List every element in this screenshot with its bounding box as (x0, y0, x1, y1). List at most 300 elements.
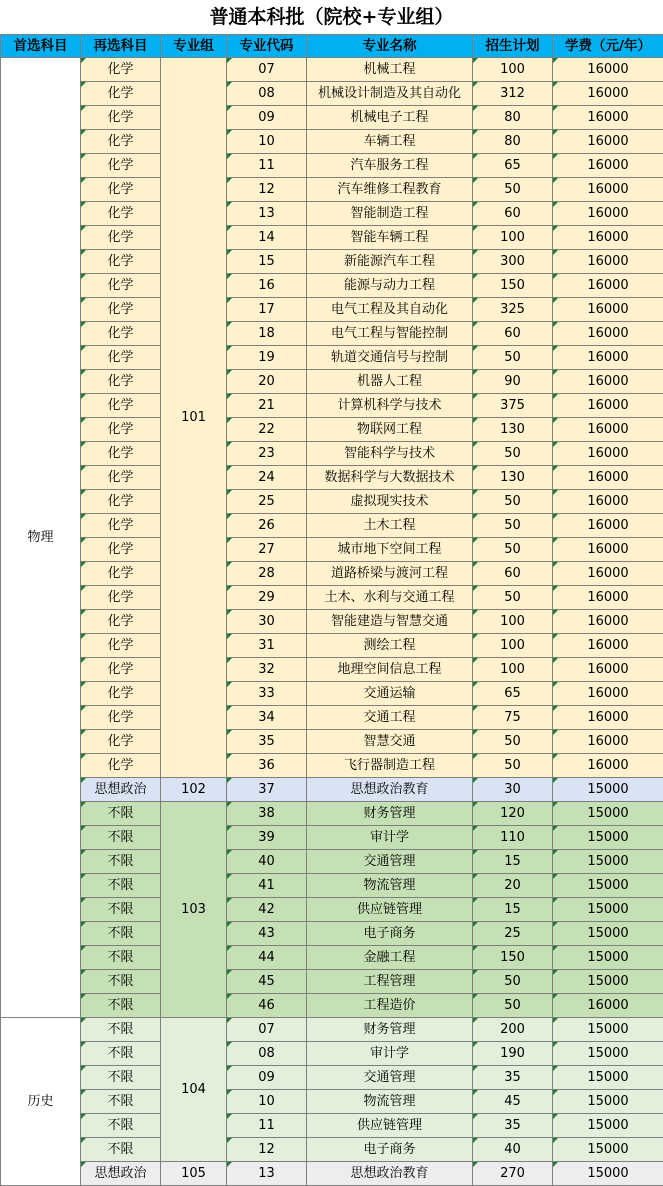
enrollment-plan-cell: 50 (473, 586, 553, 610)
second-subject-cell: 不限 (81, 898, 161, 922)
major-name-cell: 智能建造与智慧交通 (307, 610, 473, 634)
table-row (1, 370, 663, 394)
header-major-group: 专业组 (161, 35, 227, 58)
table-row (1, 1042, 663, 1066)
major-code-cell: 33 (227, 682, 307, 706)
second-subject-cell: 化学 (81, 418, 161, 442)
table-row (1, 1090, 663, 1114)
major-code-cell: 19 (227, 346, 307, 370)
major-name-cell: 思想政治教育 (307, 1162, 473, 1186)
second-subject-cell: 化学 (81, 682, 161, 706)
major-name-cell: 物流管理 (307, 874, 473, 898)
second-subject-cell: 化学 (81, 322, 161, 346)
table-row (1, 178, 663, 202)
enrollment-plan-cell: 100 (473, 610, 553, 634)
header-major-code: 专业代码 (227, 35, 307, 58)
major-name-cell: 电气工程与智能控制 (307, 322, 473, 346)
table-row (1, 634, 663, 658)
enrollment-plan-cell: 50 (473, 970, 553, 994)
table-row (1, 994, 663, 1018)
major-code-cell: 39 (227, 826, 307, 850)
major-name-cell: 地理空间信息工程 (307, 658, 473, 682)
tuition-cell: 15000 (553, 1066, 663, 1090)
tuition-cell: 16000 (553, 610, 663, 634)
second-subject-cell: 化学 (81, 514, 161, 538)
second-subject-cell: 化学 (81, 490, 161, 514)
major-code-cell: 25 (227, 490, 307, 514)
second-subject-cell: 不限 (81, 1066, 161, 1090)
enrollment-plan-cell: 50 (473, 754, 553, 778)
major-code-cell: 44 (227, 946, 307, 970)
major-group-cell: 101 (161, 58, 227, 778)
table-row (1, 514, 663, 538)
enrollment-plan-cell: 30 (473, 778, 553, 802)
major-name-cell: 物联网工程 (307, 418, 473, 442)
table-row (1, 442, 663, 466)
major-code-cell: 08 (227, 82, 307, 106)
major-code-cell: 13 (227, 1162, 307, 1186)
table-row (1, 658, 663, 682)
header-second-subject: 再选科目 (81, 35, 161, 58)
tuition-cell: 16000 (553, 346, 663, 370)
table-row (1, 946, 663, 970)
enrollment-plan-cell: 60 (473, 322, 553, 346)
second-subject-cell: 不限 (81, 1114, 161, 1138)
table-row (1, 1018, 663, 1042)
enrollment-plan-cell: 50 (473, 514, 553, 538)
major-code-cell: 17 (227, 298, 307, 322)
major-code-cell: 20 (227, 370, 307, 394)
enrollment-plan-cell: 50 (473, 730, 553, 754)
table-row (1, 754, 663, 778)
table-row (1, 58, 663, 82)
enrollment-table (0, 34, 663, 1186)
major-code-cell: 29 (227, 586, 307, 610)
table-row (1, 322, 663, 346)
enrollment-plan-cell: 130 (473, 466, 553, 490)
major-code-cell: 14 (227, 226, 307, 250)
first-subject-cell: 历史 (1, 1018, 81, 1186)
major-name-cell: 能源与动力工程 (307, 274, 473, 298)
table-row (1, 298, 663, 322)
tuition-cell: 15000 (553, 802, 663, 826)
second-subject-cell: 不限 (81, 802, 161, 826)
second-subject-cell: 化学 (81, 394, 161, 418)
major-name-cell: 机械设计制造及其自动化 (307, 82, 473, 106)
tuition-cell: 16000 (553, 178, 663, 202)
tuition-cell: 15000 (553, 1114, 663, 1138)
enrollment-plan-cell: 20 (473, 874, 553, 898)
table-row (1, 874, 663, 898)
tuition-cell: 15000 (553, 1018, 663, 1042)
major-code-cell: 38 (227, 802, 307, 826)
enrollment-plan-cell: 60 (473, 202, 553, 226)
second-subject-cell: 不限 (81, 1018, 161, 1042)
tuition-cell: 15000 (553, 1162, 663, 1186)
major-code-cell: 10 (227, 130, 307, 154)
major-name-cell: 城市地下空间工程 (307, 538, 473, 562)
tuition-cell: 16000 (553, 202, 663, 226)
major-name-cell: 汽车维修工程教育 (307, 178, 473, 202)
major-name-cell: 供应链管理 (307, 1114, 473, 1138)
header-tuition: 学费（元/年） (553, 35, 663, 58)
major-code-cell: 13 (227, 202, 307, 226)
second-subject-cell: 化学 (81, 442, 161, 466)
major-name-cell: 审计学 (307, 1042, 473, 1066)
major-code-cell: 23 (227, 442, 307, 466)
enrollment-plan-cell: 50 (473, 442, 553, 466)
tuition-cell: 16000 (553, 442, 663, 466)
table-row (1, 274, 663, 298)
header-first-subject: 首选科目 (1, 35, 81, 58)
second-subject-cell: 思想政治 (81, 778, 161, 802)
tuition-cell: 16000 (553, 562, 663, 586)
table-row (1, 202, 663, 226)
table-row (1, 706, 663, 730)
enrollment-plan-cell: 100 (473, 658, 553, 682)
major-name-cell: 土木、水利与交通工程 (307, 586, 473, 610)
table-row (1, 610, 663, 634)
major-group-cell: 104 (161, 1018, 227, 1162)
second-subject-cell: 化学 (81, 634, 161, 658)
major-name-cell: 交通运输 (307, 682, 473, 706)
major-code-cell: 18 (227, 322, 307, 346)
enrollment-plan-cell: 50 (473, 538, 553, 562)
tuition-cell: 15000 (553, 826, 663, 850)
second-subject-cell: 思想政治 (81, 1162, 161, 1186)
enrollment-plan-cell: 50 (473, 178, 553, 202)
tuition-cell: 16000 (553, 106, 663, 130)
major-code-cell: 12 (227, 1138, 307, 1162)
second-subject-cell: 化学 (81, 538, 161, 562)
major-code-cell: 09 (227, 106, 307, 130)
major-name-cell: 思想政治教育 (307, 778, 473, 802)
major-code-cell: 21 (227, 394, 307, 418)
table-row (1, 1066, 663, 1090)
major-name-cell: 工程管理 (307, 970, 473, 994)
tuition-cell: 16000 (553, 682, 663, 706)
second-subject-cell: 不限 (81, 1090, 161, 1114)
enrollment-plan-cell: 300 (473, 250, 553, 274)
enrollment-plan-cell: 100 (473, 58, 553, 82)
tuition-cell: 16000 (553, 514, 663, 538)
major-name-cell: 计算机科学与技术 (307, 394, 473, 418)
second-subject-cell: 化学 (81, 202, 161, 226)
tuition-cell: 15000 (553, 850, 663, 874)
second-subject-cell: 化学 (81, 130, 161, 154)
enrollment-plan-cell: 65 (473, 154, 553, 178)
major-code-cell: 12 (227, 178, 307, 202)
table-row (1, 1138, 663, 1162)
major-group-cell: 102 (161, 778, 227, 802)
table-row (1, 898, 663, 922)
major-code-cell: 36 (227, 754, 307, 778)
major-name-cell: 金融工程 (307, 946, 473, 970)
tuition-cell: 16000 (553, 706, 663, 730)
second-subject-cell: 化学 (81, 178, 161, 202)
tuition-cell: 16000 (553, 226, 663, 250)
major-code-cell: 30 (227, 610, 307, 634)
enrollment-plan-cell: 190 (473, 1042, 553, 1066)
tuition-cell: 16000 (553, 658, 663, 682)
major-code-cell: 41 (227, 874, 307, 898)
major-name-cell: 土木工程 (307, 514, 473, 538)
tuition-cell: 16000 (553, 490, 663, 514)
major-name-cell: 车辆工程 (307, 130, 473, 154)
major-name-cell: 汽车服务工程 (307, 154, 473, 178)
table-row (1, 682, 663, 706)
tuition-cell: 16000 (553, 538, 663, 562)
table-row (1, 730, 663, 754)
second-subject-cell: 不限 (81, 922, 161, 946)
second-subject-cell: 化学 (81, 730, 161, 754)
tuition-cell: 16000 (553, 154, 663, 178)
tuition-cell: 16000 (553, 634, 663, 658)
major-code-cell: 34 (227, 706, 307, 730)
enrollment-plan-cell: 375 (473, 394, 553, 418)
enrollment-plan-cell: 80 (473, 106, 553, 130)
major-name-cell: 智能科学与技术 (307, 442, 473, 466)
major-group-cell: 105 (161, 1162, 227, 1186)
major-code-cell: 07 (227, 1018, 307, 1042)
enrollment-plan-cell: 35 (473, 1114, 553, 1138)
second-subject-cell: 化学 (81, 706, 161, 730)
table-row (1, 850, 663, 874)
major-name-cell: 电气工程及其自动化 (307, 298, 473, 322)
header-enrollment-plan: 招生计划 (473, 35, 553, 58)
enrollment-plan-cell: 15 (473, 850, 553, 874)
major-name-cell: 交通管理 (307, 850, 473, 874)
major-name-cell: 电子商务 (307, 1138, 473, 1162)
tuition-cell: 15000 (553, 1042, 663, 1066)
tuition-cell: 16000 (553, 586, 663, 610)
second-subject-cell: 化学 (81, 610, 161, 634)
tuition-cell: 15000 (553, 778, 663, 802)
table-row (1, 1162, 663, 1186)
table-row (1, 562, 663, 586)
major-name-cell: 道路桥梁与渡河工程 (307, 562, 473, 586)
enrollment-plan-cell: 312 (473, 82, 553, 106)
major-code-cell: 24 (227, 466, 307, 490)
major-name-cell: 飞行器制造工程 (307, 754, 473, 778)
tuition-cell: 16000 (553, 754, 663, 778)
table-row (1, 922, 663, 946)
enrollment-plan-cell: 120 (473, 802, 553, 826)
enrollment-plan-cell: 25 (473, 922, 553, 946)
major-name-cell: 数据科学与大数据技术 (307, 466, 473, 490)
tuition-cell: 15000 (553, 970, 663, 994)
major-code-cell: 31 (227, 634, 307, 658)
major-name-cell: 智慧交通 (307, 730, 473, 754)
table-row (1, 394, 663, 418)
major-name-cell: 交通管理 (307, 1066, 473, 1090)
second-subject-cell: 化学 (81, 754, 161, 778)
major-name-cell: 机器人工程 (307, 370, 473, 394)
tuition-cell: 16000 (553, 250, 663, 274)
table-row (1, 226, 663, 250)
major-name-cell: 机械工程 (307, 58, 473, 82)
enrollment-plan-cell: 150 (473, 946, 553, 970)
enrollment-plan-cell: 65 (473, 682, 553, 706)
tuition-cell: 16000 (553, 130, 663, 154)
table-body (1, 58, 663, 1186)
enrollment-plan-cell: 100 (473, 634, 553, 658)
major-code-cell: 40 (227, 850, 307, 874)
major-code-cell: 28 (227, 562, 307, 586)
enrollment-plan-cell: 75 (473, 706, 553, 730)
table-row (1, 586, 663, 610)
major-name-cell: 测绘工程 (307, 634, 473, 658)
table-row (1, 826, 663, 850)
major-code-cell: 15 (227, 250, 307, 274)
tuition-cell: 16000 (553, 994, 663, 1018)
tuition-cell: 16000 (553, 58, 663, 82)
second-subject-cell: 不限 (81, 1138, 161, 1162)
enrollment-plan-cell: 40 (473, 1138, 553, 1162)
enrollment-plan-cell: 100 (473, 226, 553, 250)
major-name-cell: 新能源汽车工程 (307, 250, 473, 274)
enrollment-plan-cell: 90 (473, 370, 553, 394)
enrollment-plan-cell: 270 (473, 1162, 553, 1186)
table-row (1, 130, 663, 154)
major-code-cell: 22 (227, 418, 307, 442)
second-subject-cell: 不限 (81, 1042, 161, 1066)
tuition-cell: 16000 (553, 274, 663, 298)
table-row (1, 538, 663, 562)
second-subject-cell: 化学 (81, 586, 161, 610)
tuition-cell: 15000 (553, 1138, 663, 1162)
major-code-cell: 27 (227, 538, 307, 562)
enrollment-plan-cell: 45 (473, 1090, 553, 1114)
second-subject-cell: 不限 (81, 946, 161, 970)
second-subject-cell: 不限 (81, 874, 161, 898)
first-subject-cell: 物理 (1, 58, 81, 1018)
table-row (1, 250, 663, 274)
table-row (1, 490, 663, 514)
enrollment-plan-cell: 130 (473, 418, 553, 442)
table-row (1, 778, 663, 802)
second-subject-cell: 化学 (81, 154, 161, 178)
major-code-cell: 16 (227, 274, 307, 298)
table-row (1, 82, 663, 106)
header-row (1, 35, 663, 58)
major-code-cell: 45 (227, 970, 307, 994)
enrollment-plan-cell: 60 (473, 562, 553, 586)
header-major-name: 专业名称 (307, 35, 473, 58)
table-row (1, 346, 663, 370)
tuition-cell: 16000 (553, 298, 663, 322)
major-name-cell: 工程造价 (307, 994, 473, 1018)
enrollment-plan-cell: 150 (473, 274, 553, 298)
major-group-cell: 103 (161, 802, 227, 1018)
table-row (1, 802, 663, 826)
enrollment-plan-cell: 50 (473, 490, 553, 514)
tuition-cell: 15000 (553, 946, 663, 970)
second-subject-cell: 化学 (81, 274, 161, 298)
major-code-cell: 09 (227, 1066, 307, 1090)
major-name-cell: 财务管理 (307, 1018, 473, 1042)
major-code-cell: 08 (227, 1042, 307, 1066)
major-name-cell: 轨道交通信号与控制 (307, 346, 473, 370)
second-subject-cell: 化学 (81, 370, 161, 394)
major-name-cell: 财务管理 (307, 802, 473, 826)
tuition-cell: 16000 (553, 418, 663, 442)
tuition-cell: 16000 (553, 322, 663, 346)
table-row (1, 106, 663, 130)
major-code-cell: 42 (227, 898, 307, 922)
second-subject-cell: 化学 (81, 106, 161, 130)
second-subject-cell: 化学 (81, 346, 161, 370)
major-code-cell: 46 (227, 994, 307, 1018)
second-subject-cell: 不限 (81, 970, 161, 994)
table-row (1, 154, 663, 178)
major-name-cell: 智能制造工程 (307, 202, 473, 226)
enrollment-plan-cell: 200 (473, 1018, 553, 1042)
table-row (1, 418, 663, 442)
table-row (1, 1114, 663, 1138)
major-code-cell: 43 (227, 922, 307, 946)
major-code-cell: 11 (227, 154, 307, 178)
second-subject-cell: 化学 (81, 226, 161, 250)
table-title: 普通本科批（院校+专业组） (0, 0, 663, 34)
enrollment-plan-cell: 50 (473, 346, 553, 370)
second-subject-cell: 不限 (81, 850, 161, 874)
enrollment-plan-cell: 50 (473, 994, 553, 1018)
tuition-cell: 15000 (553, 874, 663, 898)
second-subject-cell: 化学 (81, 298, 161, 322)
major-code-cell: 26 (227, 514, 307, 538)
major-name-cell: 电子商务 (307, 922, 473, 946)
tuition-cell: 16000 (553, 394, 663, 418)
second-subject-cell: 化学 (81, 250, 161, 274)
major-code-cell: 35 (227, 730, 307, 754)
second-subject-cell: 化学 (81, 658, 161, 682)
second-subject-cell: 化学 (81, 58, 161, 82)
tuition-cell: 16000 (553, 370, 663, 394)
table-row (1, 466, 663, 490)
major-name-cell: 智能车辆工程 (307, 226, 473, 250)
major-code-cell: 37 (227, 778, 307, 802)
major-name-cell: 机械电子工程 (307, 106, 473, 130)
second-subject-cell: 化学 (81, 466, 161, 490)
tuition-cell: 15000 (553, 898, 663, 922)
major-name-cell: 供应链管理 (307, 898, 473, 922)
major-code-cell: 07 (227, 58, 307, 82)
table-row (1, 970, 663, 994)
tuition-cell: 16000 (553, 730, 663, 754)
major-name-cell: 虚拟现实技术 (307, 490, 473, 514)
major-code-cell: 32 (227, 658, 307, 682)
second-subject-cell: 不限 (81, 826, 161, 850)
second-subject-cell: 不限 (81, 994, 161, 1018)
major-name-cell: 交通工程 (307, 706, 473, 730)
tuition-cell: 16000 (553, 466, 663, 490)
tuition-cell: 16000 (553, 82, 663, 106)
major-name-cell: 物流管理 (307, 1090, 473, 1114)
enrollment-plan-cell: 325 (473, 298, 553, 322)
enrollment-plan-cell: 80 (473, 130, 553, 154)
major-code-cell: 10 (227, 1090, 307, 1114)
second-subject-cell: 化学 (81, 82, 161, 106)
second-subject-cell: 化学 (81, 562, 161, 586)
enrollment-plan-cell: 35 (473, 1066, 553, 1090)
tuition-cell: 15000 (553, 922, 663, 946)
enrollment-plan-cell: 110 (473, 826, 553, 850)
major-code-cell: 11 (227, 1114, 307, 1138)
tuition-cell: 15000 (553, 1090, 663, 1114)
enrollment-plan-cell: 15 (473, 898, 553, 922)
major-name-cell: 审计学 (307, 826, 473, 850)
